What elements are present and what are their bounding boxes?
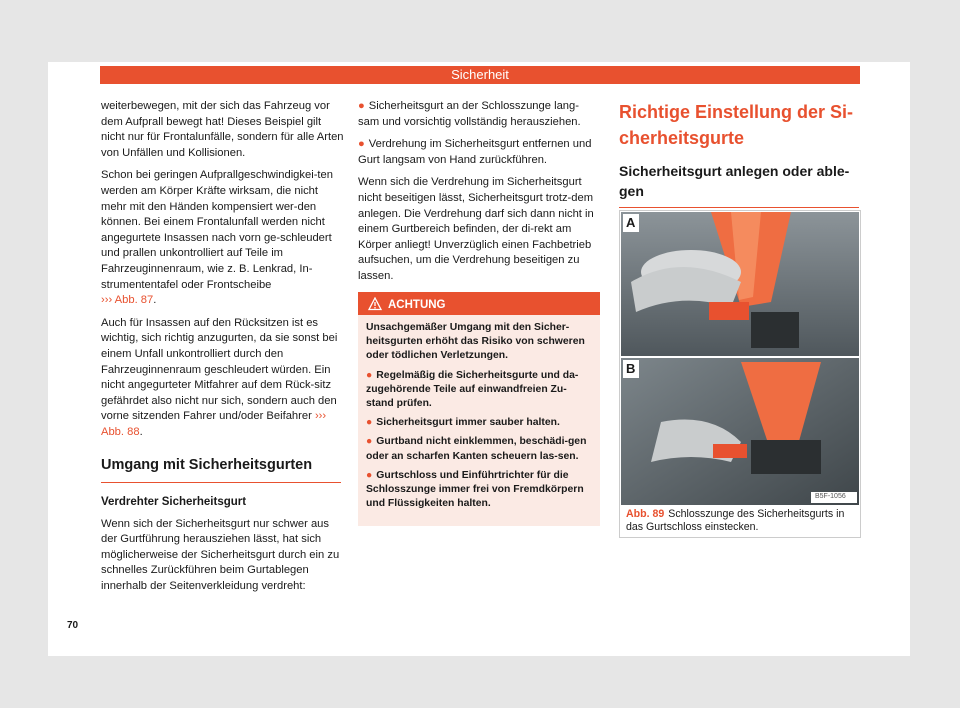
warning-intro: Unsachgemäßer Umgang mit den Sicher-heitsgurten erhöht das Risiko von schweren oder tödlichen Verletzungen. xyxy=(366,322,585,362)
column-middle xyxy=(358,99,600,292)
bullet-icon: ● xyxy=(366,469,373,481)
subsection-heading: Verdrehter Sicherheitsgurt xyxy=(101,496,247,509)
bullet-item: ● Sicherheitsgurt an der Schlosszunge lang-sam und vorsichtig vollständig herausziehen. xyxy=(358,100,581,128)
bullet-icon: ● xyxy=(366,436,373,448)
figure xyxy=(619,210,861,538)
column-right xyxy=(619,99,859,218)
warning-triangle-icon xyxy=(368,297,382,318)
page-number: 70 xyxy=(67,620,79,631)
bullet-icon: ● xyxy=(358,100,365,112)
section-heading: Sicherheitsgurt anlegen oder able-gen xyxy=(619,161,859,208)
figure-caption: Abb. 89 Schlosszunge des Sicherheitsgurts in das Gurtschloss einstecken. xyxy=(626,508,845,533)
seatbelt-illustration xyxy=(621,212,859,505)
warning-item: ● Sicherheitsgurt immer sauber halten. xyxy=(366,417,560,429)
bullet-item: ● Verdrehung im Sicherheitsgurt entfernen und Gurt langsam von Hand zurückführen. xyxy=(358,138,592,166)
bullet-icon: ● xyxy=(358,138,365,151)
bullet-icon: ● xyxy=(366,369,373,381)
warning-item: ● Gurtband nicht einklemmen, beschädi-gen oder an scharfen Kanten scheuern las-sen. xyxy=(366,436,587,462)
paragraph: Wenn sich die Verdrehung im Sicherheitsgurt nicht beseitigen lässt, Sicherheitsgurt trotz-dem anlegen. Die Verdrehung darf sich dann nicht in einem Gurtbereich befinden, der di-rekt am Körper anliegt! Unverzüglich einen Fachbetrieb aufsuchen, um die Verdrehung beseitigen zu lassen. xyxy=(358,176,594,282)
paragraph: Schon bei geringen Aufprallgeschwindigkei-ten werden am Körper Kräfte wirksam, die nicht mehr mit den Händen kompensiert wer-den können. Bei einem Frontalunfall werden nicht angegurtete Insassen nach vorn ge-schleudert und prallen unkontrolliert auf Teile im Fahrzeuginnenraum, wie z. B. Lenkrad, In-strumententafel oder Frontscheibe ››› Abb. 87. xyxy=(101,169,333,307)
warning-title: ACHTUNG xyxy=(388,299,446,311)
section-heading: Umgang mit Sicherheitsgurten xyxy=(101,458,341,483)
paragraph: weiterbewegen, mit der sich das Fahrzeug vor dem Aufprall bewegt hat! Dieses Beispiel gilt nicht nur für Frontalunfälle, sondern für alle Arten von Unfällen und Kollisionen. xyxy=(101,100,344,159)
column-left xyxy=(101,99,346,602)
figure-link[interactable]: ››› Abb. 88 xyxy=(101,410,327,438)
paragraph: Wenn sich der Sicherheitsgurt nur schwer aus der Gurtführung herausziehen lässt, hat sich möglicherweise der Sicherheitsgurt durch ein zu schnelles Zurückführen beim Gurtablegen innerhalb der Seitenverkleidung verdreht: xyxy=(101,517,340,593)
figure-link[interactable]: ››› Abb. 87 xyxy=(101,294,154,307)
warning-item: ● Regelmäßig die Sicherheitsgurte und da-zugehörende Teile auf einwandfreien Zu-stand prüfen. xyxy=(366,369,579,410)
paragraph: Auch für Insassen auf den Rücksitzen ist es wichtig, sich richtig anzugurten, da sie sonst bei einem Unfall unkontrolliert durch den Fahrzeuginnenraum geschleudert würden. Ein nicht angegurteter Mitfahrer auf dem Rück-sitz gefährdet also nicht nur sich, sondern auch den vorne sitzenden Fahrer und/oder Beifahrer ››› Abb. 88. xyxy=(101,316,338,438)
warning-box xyxy=(358,292,600,526)
figure-label-a: A xyxy=(626,215,636,230)
page-header: Sicherheit xyxy=(100,66,860,84)
bullet-icon: ● xyxy=(366,417,373,429)
warning-header xyxy=(358,295,600,315)
figure-label-b: B xyxy=(626,361,636,376)
main-heading: Richtige Einstellung der Si-cherheitsgurte xyxy=(619,102,854,148)
figure-number: Abb. 89 xyxy=(626,508,665,520)
warning-body xyxy=(358,315,600,522)
warning-item: ● Gurtschloss und Einführtrichter für die Schlosszunge immer frei von Fremdkörpern und Flüssigkeiten halten. xyxy=(366,469,584,510)
figure-code: B5F-1056 xyxy=(815,493,846,500)
